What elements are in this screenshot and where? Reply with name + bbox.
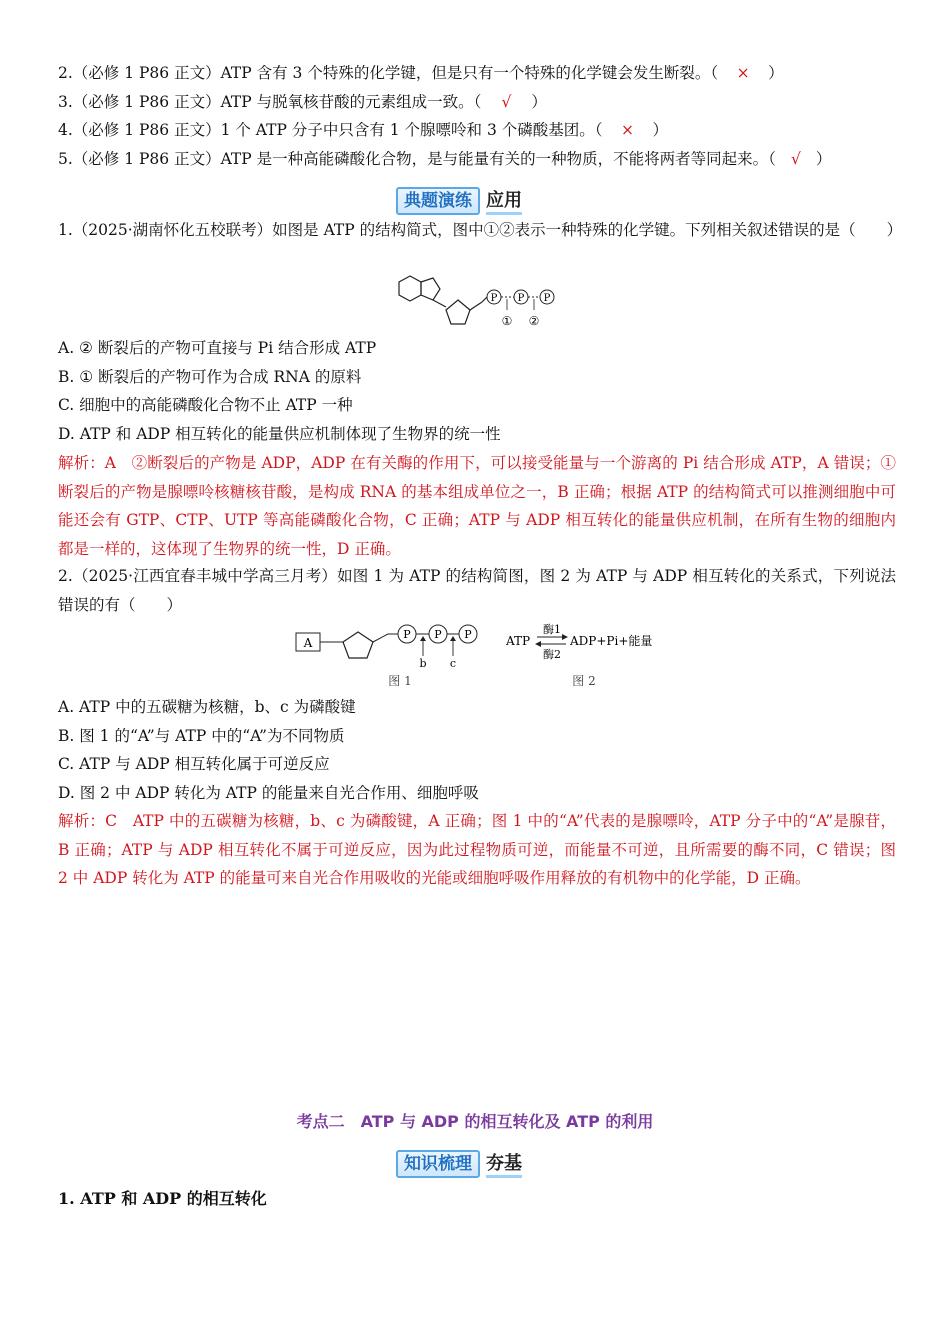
phosphate-label: P: [543, 293, 551, 304]
badge-box: 知识梳理: [396, 1150, 480, 1178]
judgment-text: 2.（必修 1 P86 正文）ATP 含有 3 个特殊的化学键，但是只有一个特殊的化学键会发生断裂。（: [58, 64, 719, 82]
atp-diagram-figure-1: [290, 618, 490, 692]
phosphate-label: P: [434, 628, 442, 641]
question-2-stem: 2.（2025·江西宜春丰城中学高三月考）如图 1 为 ATP 的结构简图，图 2 为 ATP 与 ADP 相互转化的关系式，下列说法错误的有（ ）: [58, 567, 896, 614]
cross-mark: ×: [736, 64, 750, 82]
check-mark: √: [790, 150, 801, 168]
badge-box: 典题演练: [396, 187, 480, 215]
section-title: 考点二 ATP 与 ADP 的相互转化及 ATP 的利用: [296, 1112, 654, 1131]
option-c: C. ATP 与 ADP 相互转化属于可逆反应: [58, 755, 330, 773]
option-c: C. 细胞中的高能磷酸化合物不止 ATP 一种: [58, 396, 353, 414]
judgment-item: 4.（必修 1 P86 正文）1 个 ATP 分子中只含有 1 个腺嘌呤和 3 个磷酸基团。（ × ）: [58, 121, 669, 139]
option-a: A. ② 断裂后的产物可直接与 Pi 结合形成 ATP: [58, 339, 377, 357]
question-1-stem: 1.（2025·湖南怀化五校联考）如图是 ATP 的结构简式，图中①②表示一种特殊的化学键。下列相关叙述错误的是（ ）: [58, 221, 903, 239]
option-a: A. ATP 中的五碳糖为核糖，b、c 为磷酸键: [58, 698, 356, 716]
figure-1-caption: 图 1: [388, 674, 412, 688]
bond-label-b: b: [419, 657, 427, 670]
judgment-item: 3.（必修 1 P86 正文）ATP 与脱氧核苷酸的元素组成一致。（ √ ）: [58, 93, 547, 111]
badge-tail: 应用: [486, 186, 522, 215]
products-label: ADP+Pi+能量: [570, 634, 653, 648]
phosphate-label: P: [464, 628, 472, 641]
phosphate-label: P: [490, 293, 498, 304]
judgment-text: 3.（必修 1 P86 正文）ATP 与脱氧核苷酸的元素组成一致。（: [58, 93, 482, 111]
subsection-heading: 1. ATP 和 ADP 的相互转化: [58, 1189, 267, 1208]
bond-label-1: ①: [501, 314, 513, 328]
judgment-text: 5.（必修 1 P86 正文）ATP 是一种高能磷酸化合物，是与能量有关的一种物质，不能将两者等同起来。（: [58, 150, 776, 168]
phosphate-label: P: [403, 628, 411, 641]
option-d: D. 图 2 中 ADP 转化为 ATP 的能量来自光合作用、细胞呼吸: [58, 784, 479, 802]
atp-structure-figure: [390, 270, 570, 332]
question-1-analysis: 解析：A ②断裂后的产物是 ADP，ADP 在有关酶的作用下，可以接受能量与一个游离的 Pi 结合形成 ATP，A 错误；①断裂后的产物是腺嘌呤核糖核苷酸，是构成 RNA 的基本组成单位之一，B 正确；根据 ATP 的结构简式可以推测细胞中可能还会有 GTP、CTP、UTP 等高能磷酸化合物，C 正确；ATP 与 ADP 相互转化的能量供应机制，在所有生物的细胞内都是一样的，这体现了生物界的统一性，D 正确。: [58, 454, 896, 558]
enzyme-2-label: 酶2: [543, 648, 561, 661]
cross-mark: ×: [621, 121, 635, 139]
phosphate-label: P: [517, 293, 525, 304]
bond-label-2: ②: [528, 314, 540, 328]
section-badge: [396, 186, 522, 215]
badge-tail: 夯基: [486, 1149, 522, 1178]
enzyme-1-label: 酶1: [543, 623, 561, 636]
figure-2-caption: 图 2: [572, 674, 596, 688]
judgment-text: 4.（必修 1 P86 正文）1 个 ATP 分子中只含有 1 个腺嘌呤和 3 个磷酸基团。（: [58, 121, 603, 139]
judgment-item: 5.（必修 1 P86 正文）ATP 是一种高能磷酸化合物，是与能量有关的一种物质，不能将两者等同起来。（ √ ）: [58, 150, 832, 168]
option-b: B. ① 断裂后的产物可作为合成 RNA 的原料: [58, 368, 362, 386]
atp-adp-conversion-figure-2: [500, 620, 670, 692]
adenine-label: A: [303, 636, 313, 650]
judgment-item: 2.（必修 1 P86 正文）ATP 含有 3 个特殊的化学键，但是只有一个特殊的化学键会发生断裂。（ × ）: [58, 64, 784, 82]
atp-label: ATP: [506, 634, 531, 648]
option-b: B. 图 1 的“A”与 ATP 中的“A”为不同物质: [58, 727, 345, 745]
option-d: D. ATP 和 ADP 相互转化的能量供应机制体现了生物界的统一性: [58, 425, 501, 443]
bond-label-c: c: [449, 657, 457, 670]
check-mark: √: [501, 93, 512, 111]
section-badge: [396, 1149, 522, 1178]
question-2-analysis: 解析：C ATP 中的五碳糖为核糖，b、c 为磷酸键，A 正确；图 1 中的“A”代表的是腺嘌呤，ATP 分子中的“A”是腺苷，B 正确；ATP 与 ADP 相互转化不属于可逆反应，因为此过程物质可逆，而能量不可逆，且所需要的酶不同，C 错误；图 2 中 ADP 转化为 ATP 的能量可来自光合作用吸收的光能或细胞呼吸作用释放的有机物中的化学能，D 正确。: [58, 812, 896, 887]
